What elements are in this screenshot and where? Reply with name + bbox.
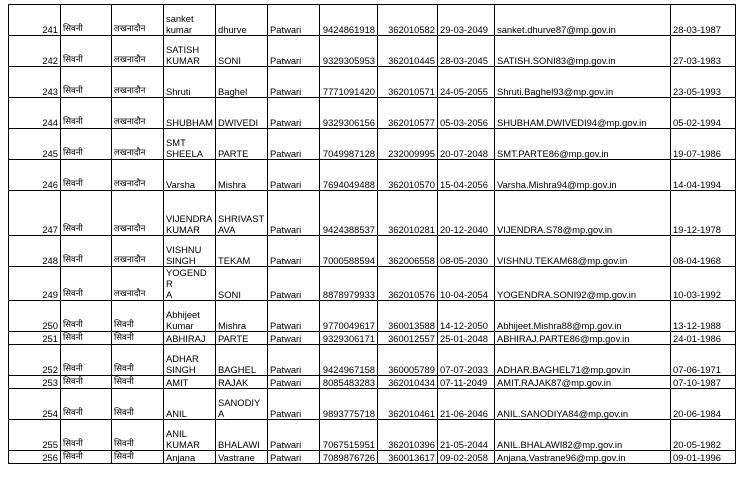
cell-email: VIJENDRA.S78@mp.gov.in [495,191,671,236]
cell-retire: 07-07-2033 [438,345,495,376]
cell-last: SONI [216,36,268,67]
cell-post: Patwari [268,301,320,332]
cell-post: Patwari [268,420,320,451]
cell-mobile: 7694049488 [320,160,378,191]
cell-dob: 27-03-1983 [671,36,736,67]
cell-post: Patwari [268,36,320,67]
cell-code: 360012557 [378,332,438,345]
cell-district: सिवनी [61,129,112,160]
cell-last: BAGHEL [216,345,268,376]
cell-email: Anjana.Vastrane96@mp.gov.in [495,451,671,464]
cell-post: Patwari [268,376,320,389]
cell-district: सिवनी [61,98,112,129]
cell-sno: 250 [9,301,61,332]
cell-first: AMIT [164,376,216,389]
cell-mobile: 9893775718 [320,389,378,420]
cell-dob: 07-06-1971 [671,345,736,376]
table-row [9,301,736,332]
cell-last: BHALAWI [216,420,268,451]
cell-post: Patwari [268,5,320,36]
cell-retire: 29-03-2049 [438,5,495,36]
patwari-table [8,4,736,464]
cell-first: Varsha [164,160,216,191]
cell-code: 362010461 [378,389,438,420]
table-row [9,389,736,420]
cell-sno: 254 [9,389,61,420]
cell-sno: 241 [9,5,61,36]
cell-dob: 05-02-1994 [671,98,736,129]
cell-first: YOGENDR A [164,267,216,301]
cell-block: सिवनी [112,301,164,332]
cell-district: सिवनी [61,160,112,191]
cell-sno: 244 [9,98,61,129]
cell-last: Mishra [216,160,268,191]
table-row [9,345,736,376]
table-row [9,5,736,36]
cell-email: SHUBHAM.DWIVEDI94@mp.gov.in [495,98,671,129]
cell-first: ADHAR SINGH [164,345,216,376]
cell-sno: 253 [9,376,61,389]
cell-retire: 15-04-2056 [438,160,495,191]
cell-mobile: 9424861918 [320,5,378,36]
cell-retire: 07-11-2049 [438,376,495,389]
cell-block: लखनादौन [112,129,164,160]
cell-post: Patwari [268,267,320,301]
table-row [9,98,736,129]
cell-block: लखनादौन [112,98,164,129]
cell-post: Patwari [268,98,320,129]
cell-mobile: 9770049617 [320,301,378,332]
cell-last: dhurve [216,5,268,36]
table-row [9,36,736,67]
cell-first: Abhijeet Kumar [164,301,216,332]
cell-sno: 251 [9,332,61,345]
cell-mobile: 7089876726 [320,451,378,464]
cell-code: 362010445 [378,36,438,67]
cell-mobile: 7000588594 [320,236,378,267]
table-row [9,376,736,389]
cell-district: सिवनी [61,420,112,451]
cell-last: SONI [216,267,268,301]
cell-mobile: 9329305953 [320,36,378,67]
cell-email: Shruti.Baghel93@mp.gov.in [495,67,671,98]
cell-mobile: 7049987128 [320,129,378,160]
cell-first: Anjana [164,451,216,464]
table-row [9,160,736,191]
cell-first: Shruti [164,67,216,98]
cell-mobile: 9329306156 [320,98,378,129]
cell-code: 362010570 [378,160,438,191]
table-row [9,67,736,98]
cell-mobile: 7771091420 [320,67,378,98]
cell-post: Patwari [268,332,320,345]
cell-code: 362010582 [378,5,438,36]
cell-first: ABHIRAJ [164,332,216,345]
cell-block: लखनादौन [112,36,164,67]
cell-dob: 09-01-1996 [671,451,736,464]
cell-code: 362010281 [378,191,438,236]
table-row [9,236,736,267]
table-row [9,267,736,301]
cell-mobile: 8085483283 [320,376,378,389]
cell-sno: 255 [9,420,61,451]
cell-email: VISHNU.TEKAM68@mp.gov.in [495,236,671,267]
cell-dob: 23-05-1993 [671,67,736,98]
cell-mobile: 9424967158 [320,345,378,376]
cell-code: 362010576 [378,267,438,301]
cell-block: लखनादौन [112,191,164,236]
cell-block: लखनादौन [112,67,164,98]
cell-first: sanket kumar [164,5,216,36]
cell-retire: 25-01-2048 [438,332,495,345]
cell-district: सिवनी [61,191,112,236]
cell-email: SATISH.SONI83@mp.gov.in [495,36,671,67]
cell-block: सिवनी [112,332,164,345]
cell-last: Mishra [216,301,268,332]
cell-sno: 248 [9,236,61,267]
cell-code: 362010396 [378,420,438,451]
cell-district: सिवनी [61,301,112,332]
table-row [9,129,736,160]
cell-sno: 245 [9,129,61,160]
cell-code: 362006558 [378,236,438,267]
cell-block: सिवनी [112,420,164,451]
cell-dob: 08-04-1968 [671,236,736,267]
cell-retire: 28-03-2045 [438,36,495,67]
cell-district: सिवनी [61,236,112,267]
cell-retire: 09-02-2058 [438,451,495,464]
cell-sno: 247 [9,191,61,236]
cell-post: Patwari [268,389,320,420]
cell-code: 362010434 [378,376,438,389]
cell-retire: 20-07-2048 [438,129,495,160]
cell-dob: 19-07-1986 [671,129,736,160]
cell-district: सिवनी [61,5,112,36]
cell-district: सिवनी [61,389,112,420]
cell-email: ANIL.SANODIYA84@mp.gov.in [495,389,671,420]
cell-sno: 243 [9,67,61,98]
cell-block: लखनादौन [112,236,164,267]
cell-mobile: 7067515951 [320,420,378,451]
cell-sno: 256 [9,451,61,464]
cell-retire: 21-06-2046 [438,389,495,420]
cell-last: DWIVEDI [216,98,268,129]
cell-dob: 28-03-1987 [671,5,736,36]
cell-block: लखनादौन [112,267,164,301]
cell-last: SANODIYA [216,389,268,420]
cell-sno: 246 [9,160,61,191]
cell-district: सिवनी [61,376,112,389]
cell-last: TEKAM [216,236,268,267]
cell-code: 360013588 [378,301,438,332]
cell-last: Vastrane [216,451,268,464]
cell-block: सिवनी [112,376,164,389]
cell-retire: 05-03-2056 [438,98,495,129]
cell-block: लखनादौन [112,160,164,191]
cell-post: Patwari [268,236,320,267]
cell-email: sanket.dhurve87@mp.gov.in [495,5,671,36]
cell-dob: 20-06-1984 [671,389,736,420]
cell-block: सिवनी [112,389,164,420]
cell-retire: 14-12-2050 [438,301,495,332]
table-row [9,451,736,464]
cell-email: AMIT.RAJAK87@mp.gov.in [495,376,671,389]
cell-district: सिवनी [61,345,112,376]
cell-post: Patwari [268,451,320,464]
cell-code: 362010577 [378,98,438,129]
cell-district: सिवनी [61,67,112,98]
cell-block: लखनादौन [112,5,164,36]
cell-block: सिवनी [112,451,164,464]
cell-mobile: 9329306171 [320,332,378,345]
cell-email: Varsha.Mishra94@mp.gov.in [495,160,671,191]
cell-district: सिवनी [61,36,112,67]
cell-post: Patwari [268,160,320,191]
cell-post: Patwari [268,67,320,98]
cell-sno: 242 [9,36,61,67]
cell-mobile: 8878979933 [320,267,378,301]
cell-email: SMT.PARTE86@mp.gov.in [495,129,671,160]
cell-block: सिवनी [112,345,164,376]
cell-code: 362010571 [378,67,438,98]
cell-last: RAJAK [216,376,268,389]
cell-last: Baghel [216,67,268,98]
cell-post: Patwari [268,129,320,160]
cell-dob: 20-05-1982 [671,420,736,451]
cell-district: सिवनी [61,451,112,464]
cell-code: 360005789 [378,345,438,376]
table-row [9,191,736,236]
cell-retire: 08-05-2030 [438,236,495,267]
cell-email: ADHAR.BAGHEL71@mp.gov.in [495,345,671,376]
cell-retire: 20-12-2040 [438,191,495,236]
cell-last: PARTE [216,332,268,345]
cell-mobile: 9424388537 [320,191,378,236]
cell-district: सिवनी [61,267,112,301]
cell-first: ANIL [164,389,216,420]
cell-retire: 21-05-2044 [438,420,495,451]
cell-first: VISHNU SINGH [164,236,216,267]
cell-first: SMT SHEELA [164,129,216,160]
table-row [9,420,736,451]
cell-email: YOGENDRA.SONI92@mp.gov.in [495,267,671,301]
cell-code: 360013617 [378,451,438,464]
cell-dob: 07-10-1987 [671,376,736,389]
cell-email: ABHIRAJ.PARTE86@mp.gov.in [495,332,671,345]
cell-dob: 19-12-1978 [671,191,736,236]
cell-dob: 14-04-1994 [671,160,736,191]
cell-email: ANIL.BHALAWI82@mp.gov.in [495,420,671,451]
cell-sno: 249 [9,267,61,301]
cell-first: SHUBHAM [164,98,216,129]
cell-retire: 10-04-2054 [438,267,495,301]
cell-code: 232009995 [378,129,438,160]
cell-post: Patwari [268,345,320,376]
cell-email: Abhijeet.Mishra88@mp.gov.in [495,301,671,332]
cell-retire: 24-05-2055 [438,67,495,98]
cell-district: सिवनी [61,332,112,345]
table-row [9,332,736,345]
cell-dob: 10-03-1992 [671,267,736,301]
cell-first: VIJENDRA KUMAR [164,191,216,236]
cell-first: ANIL KUMAR [164,420,216,451]
cell-dob: 24-01-1986 [671,332,736,345]
cell-last: PARTE [216,129,268,160]
cell-last: SHRIVAST AVA [216,191,268,236]
cell-dob: 13-12-1988 [671,301,736,332]
cell-first: SATISH KUMAR [164,36,216,67]
cell-post: Patwari [268,191,320,236]
cell-sno: 252 [9,345,61,376]
